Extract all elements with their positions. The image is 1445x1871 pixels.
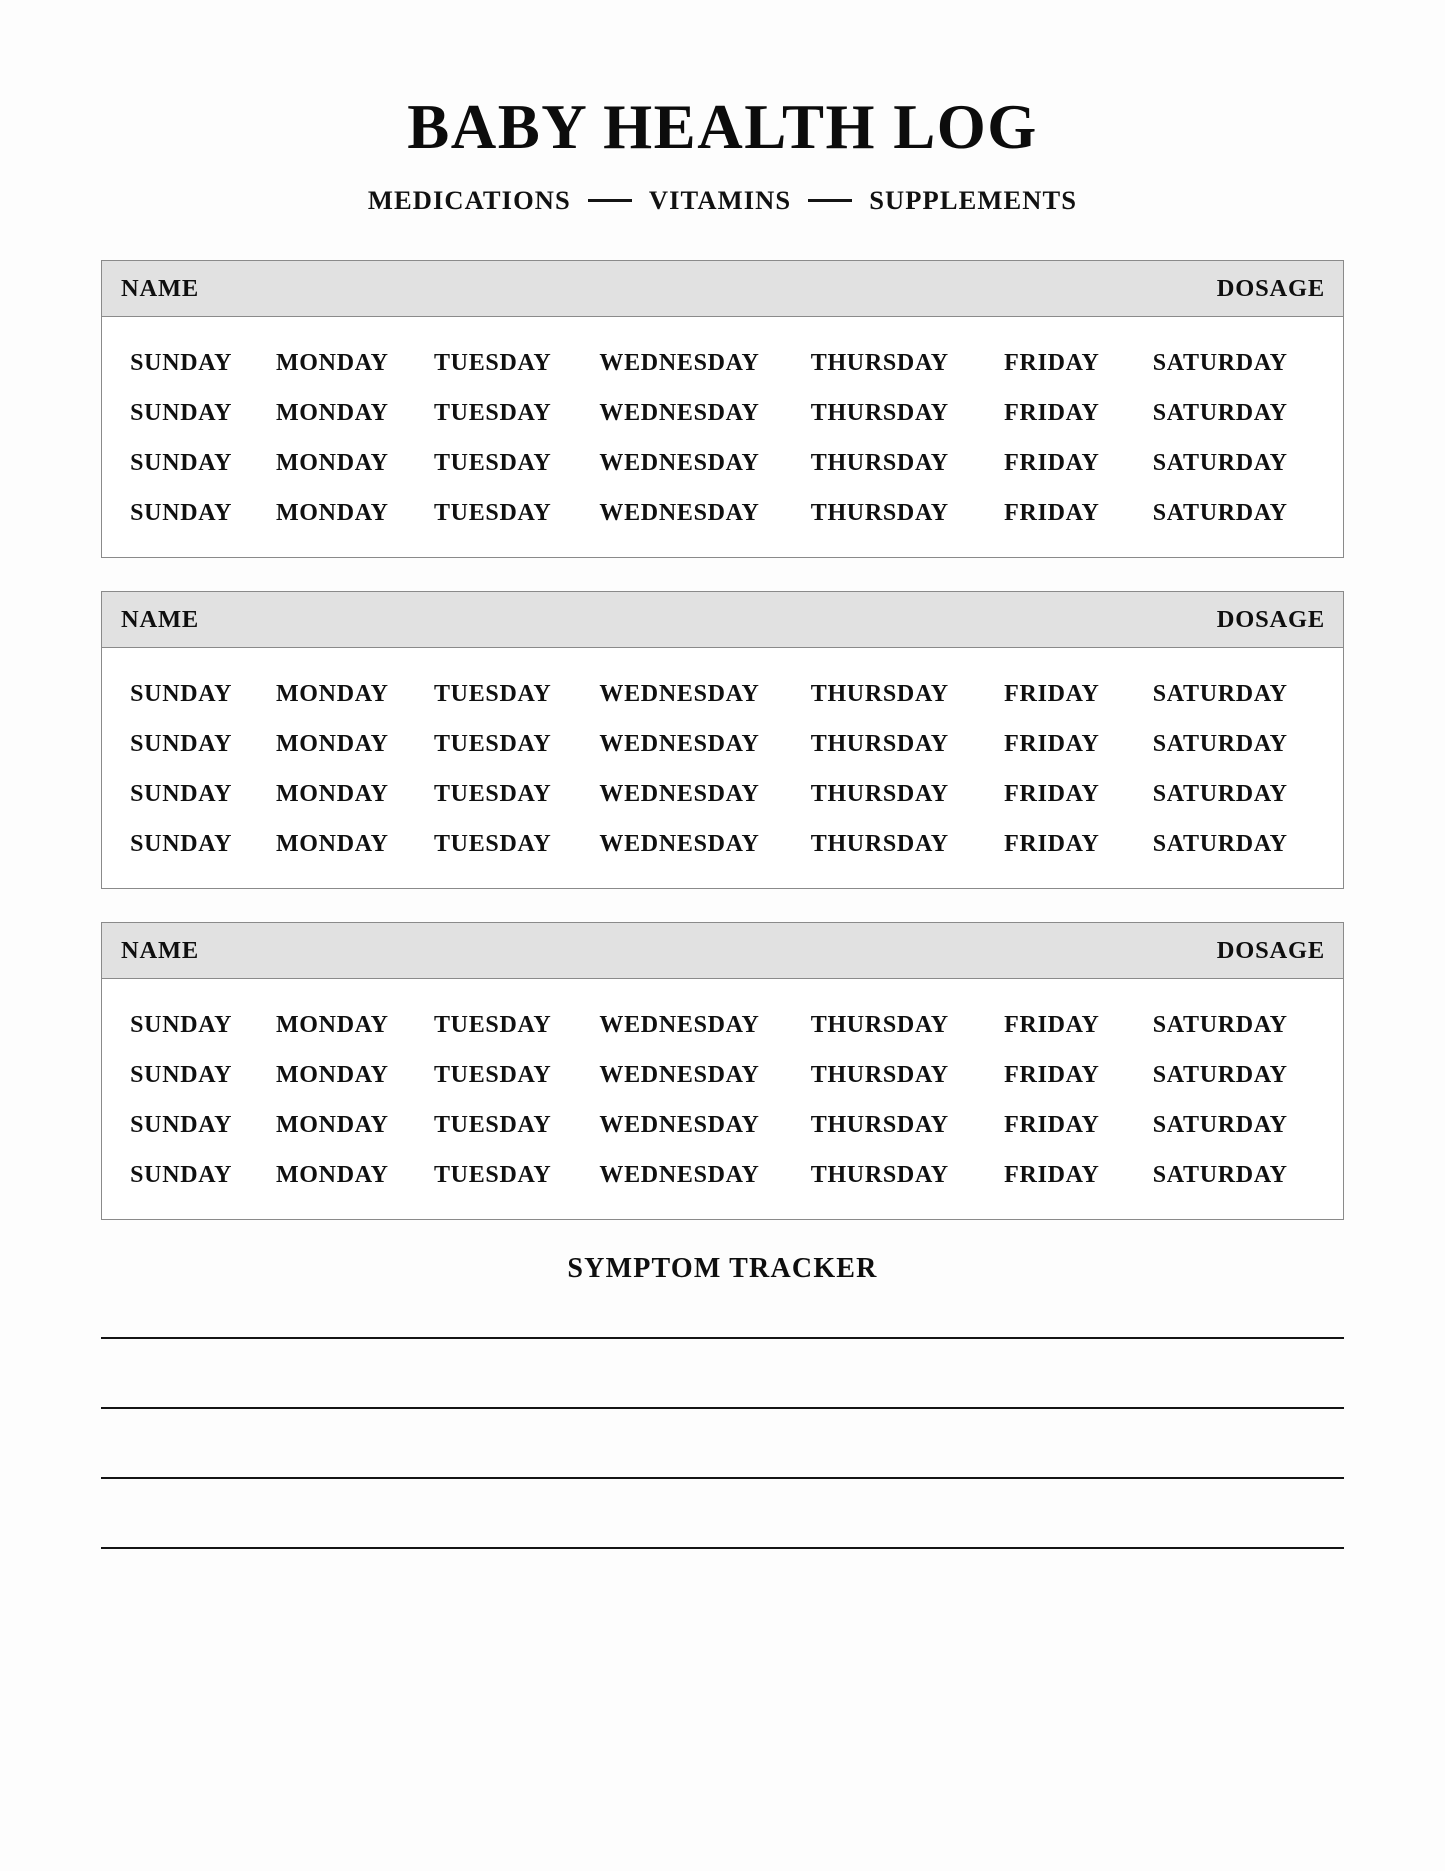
day-cell-saturday[interactable]: SATURDAY (1152, 449, 1288, 476)
medication-log-block (101, 922, 1344, 1220)
day-cell-tuesday[interactable]: TUESDAY (433, 1061, 552, 1088)
day-cell-sunday[interactable]: SUNDAY (130, 449, 233, 476)
day-cell-tuesday[interactable]: TUESDAY (433, 780, 552, 807)
day-cell-monday[interactable]: MONDAY (275, 1111, 389, 1138)
write-line[interactable] (101, 1477, 1344, 1479)
block-body (102, 317, 1343, 557)
day-cell-saturday[interactable]: SATURDAY (1152, 1161, 1288, 1188)
dosage-column-header: DOSAGE (1216, 936, 1325, 964)
subtitle-dash-icon (588, 199, 632, 202)
day-cell-wednesday[interactable]: WEDNESDAY (599, 1161, 760, 1188)
day-cell-friday[interactable]: FRIDAY (1004, 449, 1100, 476)
page-title: BABY HEALTH LOG (407, 92, 1038, 162)
day-cell-friday[interactable]: FRIDAY (1004, 1111, 1100, 1138)
day-cell-sunday[interactable]: SUNDAY (130, 1161, 233, 1188)
day-cell-wednesday[interactable]: WEDNESDAY (599, 680, 760, 707)
table-row (102, 438, 1343, 488)
medication-log-blocks (0, 260, 1445, 1220)
day-cell-monday[interactable]: MONDAY (275, 1011, 389, 1038)
subtitle-word-vitamins: VITAMINS (648, 185, 792, 215)
day-cell-friday[interactable]: FRIDAY (1004, 1161, 1100, 1188)
day-cell-saturday[interactable]: SATURDAY (1152, 830, 1288, 857)
page-header (0, 0, 1445, 216)
day-cell-tuesday[interactable]: TUESDAY (433, 449, 552, 476)
day-cell-friday[interactable]: FRIDAY (1004, 499, 1100, 526)
day-cell-sunday[interactable]: SUNDAY (130, 730, 233, 757)
day-cell-thursday[interactable]: THURSDAY (810, 1111, 949, 1138)
day-cell-thursday[interactable]: THURSDAY (810, 1011, 949, 1038)
day-cell-thursday[interactable]: THURSDAY (810, 1161, 949, 1188)
name-column-header: NAME (121, 605, 200, 633)
day-cell-thursday[interactable]: THURSDAY (810, 1061, 949, 1088)
day-cell-thursday[interactable]: THURSDAY (810, 780, 949, 807)
day-cell-saturday[interactable]: SATURDAY (1152, 399, 1288, 426)
symptom-tracker-title: SYMPTOM TRACKER (567, 1253, 878, 1284)
day-cell-monday[interactable]: MONDAY (275, 830, 389, 857)
day-cell-friday[interactable]: FRIDAY (1004, 680, 1100, 707)
day-cell-wednesday[interactable]: WEDNESDAY (599, 499, 760, 526)
day-cell-friday[interactable]: FRIDAY (1004, 730, 1100, 757)
day-cell-saturday[interactable]: SATURDAY (1152, 730, 1288, 757)
day-cell-sunday[interactable]: SUNDAY (130, 1011, 233, 1038)
table-row (102, 719, 1343, 769)
subtitle-word-supplements: SUPPLEMENTS (869, 185, 1078, 215)
name-column-header: NAME (121, 936, 200, 964)
day-cell-friday[interactable]: FRIDAY (1004, 780, 1100, 807)
table-row (102, 1000, 1343, 1050)
day-cell-sunday[interactable]: SUNDAY (130, 780, 233, 807)
subtitle-dash-icon (808, 199, 852, 202)
day-cell-thursday[interactable]: THURSDAY (810, 730, 949, 757)
day-cell-sunday[interactable]: SUNDAY (130, 680, 233, 707)
day-cell-tuesday[interactable]: TUESDAY (433, 399, 552, 426)
day-cell-friday[interactable]: FRIDAY (1004, 1011, 1100, 1038)
day-cell-tuesday[interactable]: TUESDAY (433, 830, 552, 857)
day-cell-monday[interactable]: MONDAY (275, 399, 389, 426)
day-cell-saturday[interactable]: SATURDAY (1152, 680, 1288, 707)
name-column-header: NAME (121, 274, 200, 302)
subtitle-word-medications: MEDICATIONS (367, 185, 571, 215)
day-cell-saturday[interactable]: SATURDAY (1152, 349, 1288, 376)
day-cell-wednesday[interactable]: WEDNESDAY (599, 399, 760, 426)
table-row (102, 1050, 1343, 1100)
day-cell-saturday[interactable]: SATURDAY (1152, 1111, 1288, 1138)
day-cell-monday[interactable]: MONDAY (275, 1061, 389, 1088)
day-cell-monday[interactable]: MONDAY (275, 680, 389, 707)
block-body (102, 979, 1343, 1219)
day-cell-wednesday[interactable]: WEDNESDAY (599, 1061, 760, 1088)
day-cell-wednesday[interactable]: WEDNESDAY (599, 349, 760, 376)
day-cell-sunday[interactable]: SUNDAY (130, 1111, 233, 1138)
day-cell-sunday[interactable]: SUNDAY (130, 1061, 233, 1088)
day-cell-wednesday[interactable]: WEDNESDAY (599, 1011, 760, 1038)
day-cell-wednesday[interactable]: WEDNESDAY (599, 830, 760, 857)
day-cell-thursday[interactable]: THURSDAY (810, 830, 949, 857)
day-cell-tuesday[interactable]: TUESDAY (433, 1161, 552, 1188)
table-row (102, 1150, 1343, 1200)
day-cell-thursday[interactable]: THURSDAY (810, 680, 949, 707)
symptom-tracker-lines (0, 1337, 1445, 1549)
symptom-tracker-section (0, 1253, 1445, 1285)
day-cell-tuesday[interactable]: TUESDAY (433, 349, 552, 376)
medication-log-block (101, 260, 1344, 558)
table-row (102, 669, 1343, 719)
day-cell-thursday[interactable]: THURSDAY (810, 499, 949, 526)
day-cell-sunday[interactable]: SUNDAY (130, 399, 233, 426)
write-line[interactable] (101, 1337, 1344, 1339)
write-line[interactable] (101, 1547, 1344, 1549)
table-row (102, 338, 1343, 388)
day-cell-monday[interactable]: MONDAY (275, 449, 389, 476)
table-row (102, 769, 1343, 819)
day-cell-monday[interactable]: MONDAY (275, 349, 389, 376)
day-cell-sunday[interactable]: SUNDAY (130, 499, 233, 526)
table-row (102, 388, 1343, 438)
day-cell-saturday[interactable]: SATURDAY (1152, 1061, 1288, 1088)
day-cell-monday[interactable]: MONDAY (275, 780, 389, 807)
day-cell-saturday[interactable]: SATURDAY (1152, 1011, 1288, 1038)
write-line[interactable] (101, 1407, 1344, 1409)
day-cell-saturday[interactable]: SATURDAY (1152, 780, 1288, 807)
medication-log-block (101, 591, 1344, 889)
day-cell-friday[interactable]: FRIDAY (1004, 830, 1100, 857)
day-cell-thursday[interactable]: THURSDAY (810, 399, 949, 426)
day-cell-saturday[interactable]: SATURDAY (1152, 499, 1288, 526)
day-cell-wednesday[interactable]: WEDNESDAY (599, 730, 760, 757)
table-row (102, 819, 1343, 869)
day-cell-sunday[interactable]: SUNDAY (130, 830, 233, 857)
day-cell-tuesday[interactable]: TUESDAY (433, 680, 552, 707)
day-cell-tuesday[interactable]: TUESDAY (433, 1011, 552, 1038)
day-cell-friday[interactable]: FRIDAY (1004, 399, 1100, 426)
block-body (102, 648, 1343, 888)
day-cell-tuesday[interactable]: TUESDAY (433, 730, 552, 757)
day-cell-monday[interactable]: MONDAY (275, 499, 389, 526)
day-cell-thursday[interactable]: THURSDAY (810, 349, 949, 376)
day-cell-friday[interactable]: FRIDAY (1004, 349, 1100, 376)
block-header-row (102, 261, 1343, 317)
dosage-column-header: DOSAGE (1216, 274, 1325, 302)
day-cell-friday[interactable]: FRIDAY (1004, 1061, 1100, 1088)
day-cell-wednesday[interactable]: WEDNESDAY (599, 449, 760, 476)
day-cell-monday[interactable]: MONDAY (275, 730, 389, 757)
table-row (102, 488, 1343, 538)
day-cell-wednesday[interactable]: WEDNESDAY (599, 1111, 760, 1138)
day-cell-tuesday[interactable]: TUESDAY (433, 499, 552, 526)
day-cell-tuesday[interactable]: TUESDAY (433, 1111, 552, 1138)
block-header-row (102, 592, 1343, 648)
dosage-column-header: DOSAGE (1216, 605, 1325, 633)
subtitle (0, 185, 1445, 216)
day-cell-sunday[interactable]: SUNDAY (130, 349, 233, 376)
day-cell-wednesday[interactable]: WEDNESDAY (599, 780, 760, 807)
table-row (102, 1100, 1343, 1150)
block-header-row (102, 923, 1343, 979)
day-cell-thursday[interactable]: THURSDAY (810, 449, 949, 476)
day-cell-monday[interactable]: MONDAY (275, 1161, 389, 1188)
